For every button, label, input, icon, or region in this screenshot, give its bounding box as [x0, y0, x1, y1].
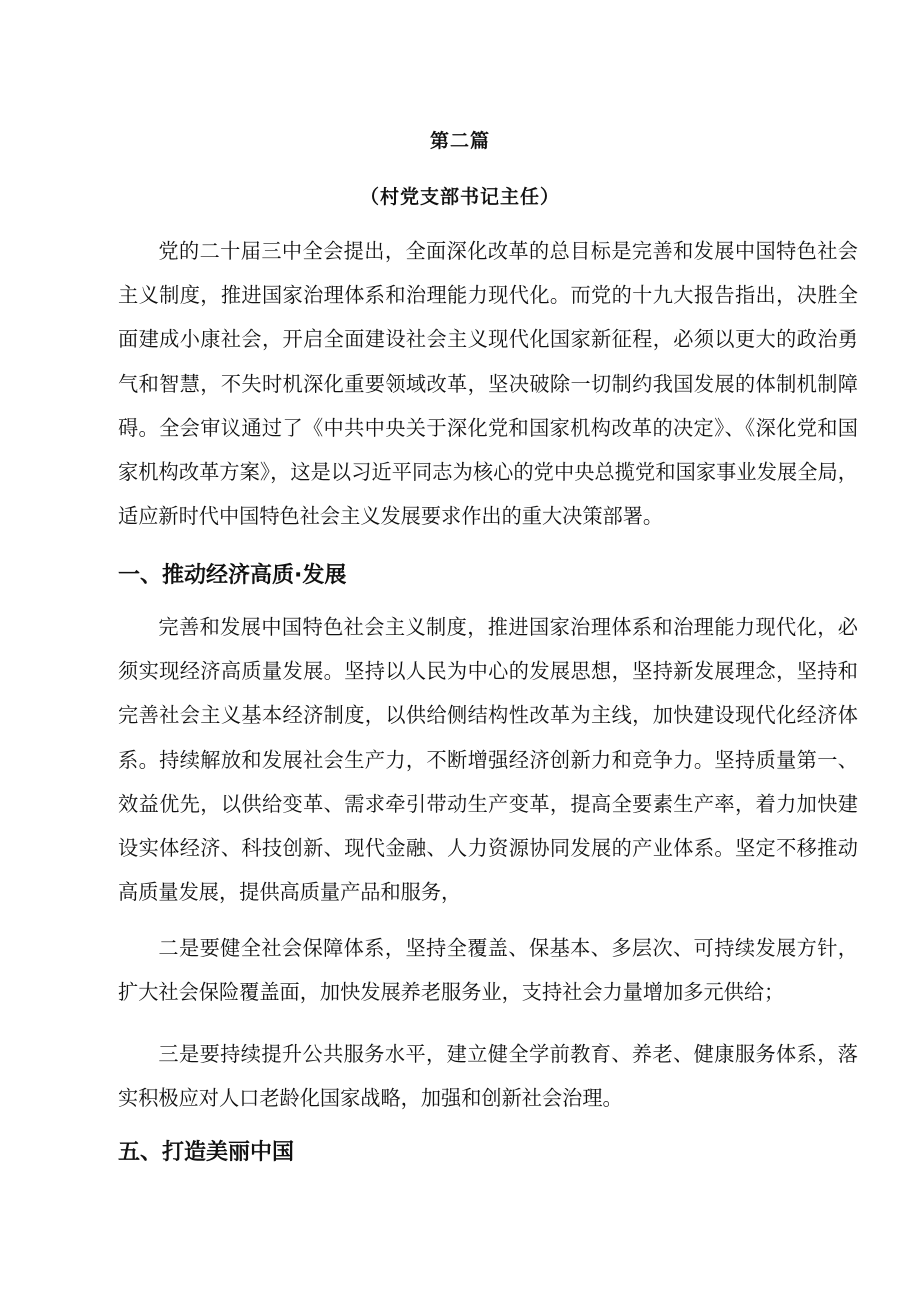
paragraph-intro: 党的二十届三中全会提出，全面深化改革的总目标是完善和发展中国特色社会主义制度，推进国家治理体系和治理能力现代化。而党的十九大报告指出，决胜全面建成小康社会，开启全面建设社会主义现代化国家新征程，必须以更大的政治勇气和智慧，不失时机深化重要领域改革，坚决破除一切制约我国发展的体制机制障碍。全会审议通过了《中共中央关于深化党和国家机构改革的决定》、《深化党和国家机构改革方案》，这是以习近平同志为核心的党中央总揽党和国家事业发展全局，适应新时代中国特色社会主义发展要求作出的重大决策部署。 — [118, 239, 858, 529]
document-subtitle: （村党支部书记主任） — [359, 186, 560, 208]
paragraph-economy: 完善和发展中国特色社会主义制度，推进国家治理体系和治理能力现代化，必须实现经济高质量发展。坚持以人民为中心的发展思想，坚持新发展理念，坚持和完善社会主义基本经济制度，以供给侧结构性改革为主线，加快建设现代化经济体系。持续解放和发展社会生产力，不断增强经济创新力和竞争力。坚持质量第一、效益优先，以供给变革、需求牵引带动生产变革，提高全要素生产率，着力加快建设实体经济、科技创新、现代金融、人力资源协同发展的产业体系。坚定不移推动高质量发展，提供高质量产品和服务， — [118, 615, 858, 905]
paragraph-social-security: 二是要健全社会保障体系，坚持全覆盖、保基本、多层次、可持续发展方针，扩大社会保险覆盖面，加快发展养老服务业，支持社会力量增加多元供给； — [118, 936, 858, 1005]
document-title: 第二篇 — [429, 130, 490, 152]
paragraph-public-service: 三是要持续提升公共服务水平，建立健全学前教育、养老、健康服务体系，落实积极应对人口老龄化国家战略，加强和创新社会治理。 — [118, 1042, 858, 1111]
section-heading-economy: 一、推动经济高质·发展 — [118, 563, 347, 588]
section-heading-beautiful-china: 五、打造美丽中国 — [118, 1140, 295, 1165]
